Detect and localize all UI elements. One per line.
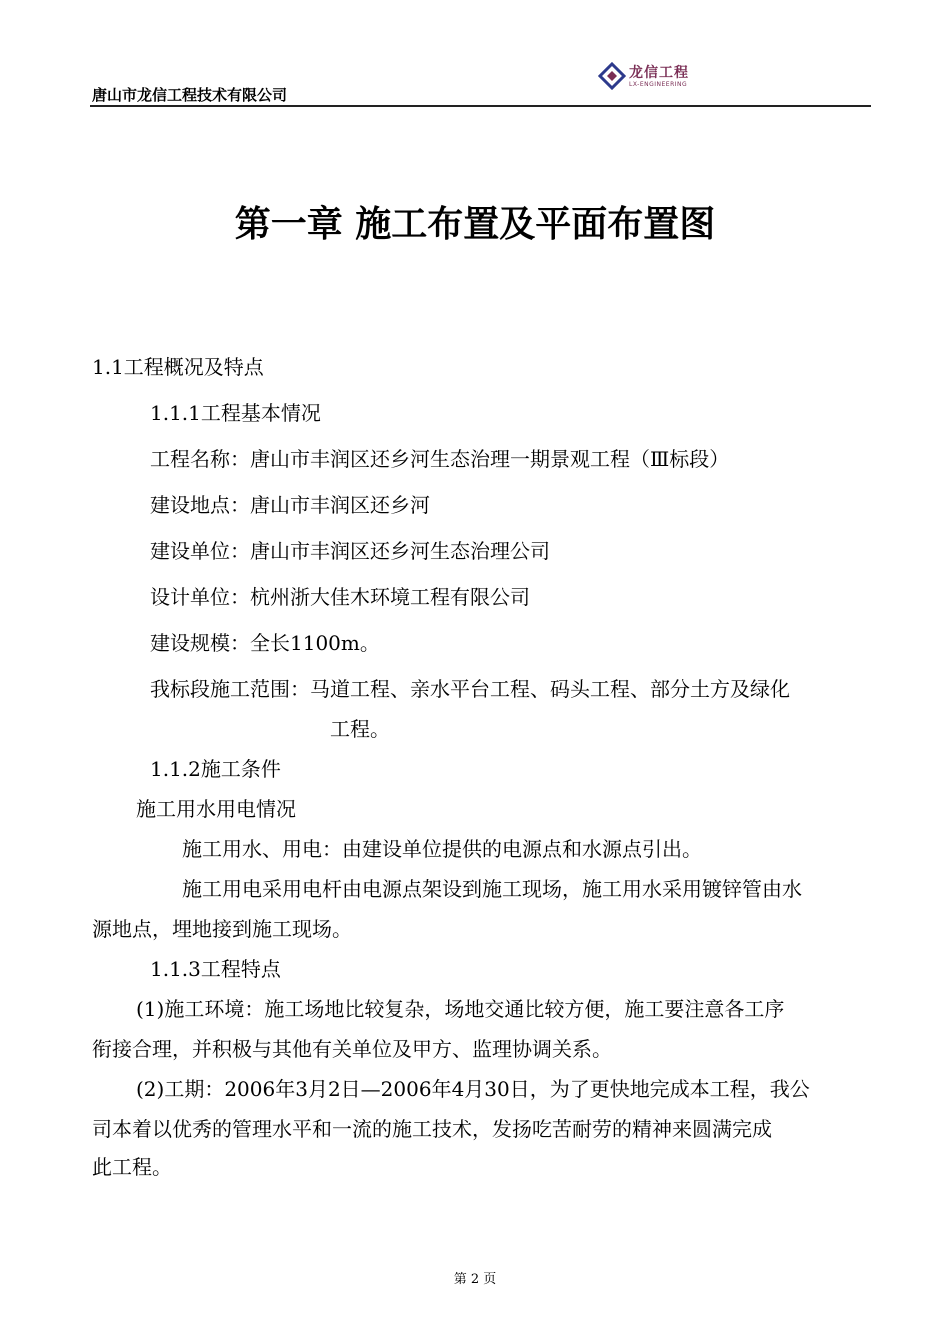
project-designer: 设计单位：杭州浙大佳木环境工程有限公司 [150, 585, 530, 609]
feature2-line1: (2)工期：2006年3月2日—2006年4月30日，为了更快地完成本工程，我公 [136, 1077, 810, 1101]
feature1-line1: (1)施工环境：施工场地比较复杂，场地交通比较方便，施工要注意各工序 [136, 997, 785, 1021]
water-power-para2-line2: 源地点，埋地接到施工现场。 [92, 917, 352, 941]
logo-cn-text: 龙信工程 [629, 65, 689, 81]
section-1-1-2-heading: 1.1.2施工条件 [150, 757, 281, 781]
project-scope-line1: 我标段施工范围：马道工程、亲水平台工程、码头工程、部分土方及绿化 [150, 677, 790, 701]
water-power-heading: 施工用水用电情况 [136, 797, 296, 821]
section-1-1-3-heading: 1.1.3工程特点 [150, 957, 281, 981]
project-name: 工程名称：唐山市丰润区还乡河生态治理一期景观工程（Ⅲ标段） [150, 447, 730, 471]
section-1-1-1-heading: 1.1.1工程基本情况 [150, 401, 321, 425]
project-scope-line2: 工程。 [330, 717, 390, 741]
page-number: 第 2 页 [453, 1272, 497, 1287]
project-owner: 建设单位：唐山市丰润区还乡河生态治理公司 [150, 539, 550, 563]
section-1-1-heading: 1.1工程概况及特点 [92, 355, 264, 379]
logo-en-text: LX-ENGINEERING [629, 81, 688, 88]
project-scale: 建设规模：全长1100m。 [150, 631, 380, 655]
water-power-para1: 施工用水、用电：由建设单位提供的电源点和水源点引出。 [182, 837, 702, 861]
feature2-line3: 此工程。 [92, 1155, 172, 1179]
header-rule [90, 105, 871, 107]
water-power-para2-line1: 施工用电采用电杆由电源点架设到施工现场，施工用水采用镀锌管由水 [182, 877, 802, 901]
header-company-name: 唐山市龙信工程技术有限公司 [92, 86, 288, 104]
project-location: 建设地点：唐山市丰润区还乡河 [150, 493, 430, 517]
feature1-line2: 衔接合理，并积极与其他有关单位及甲方、监理协调关系。 [92, 1037, 612, 1061]
chapter-title: 第一章 施工布置及平面布置图 [234, 204, 716, 245]
logo-diamond-icon [598, 62, 626, 90]
feature2-line2: 司本着以优秀的管理水平和一流的施工技术，发扬吃苦耐劳的精神来圆满完成 [92, 1117, 772, 1141]
company-logo [598, 60, 708, 94]
